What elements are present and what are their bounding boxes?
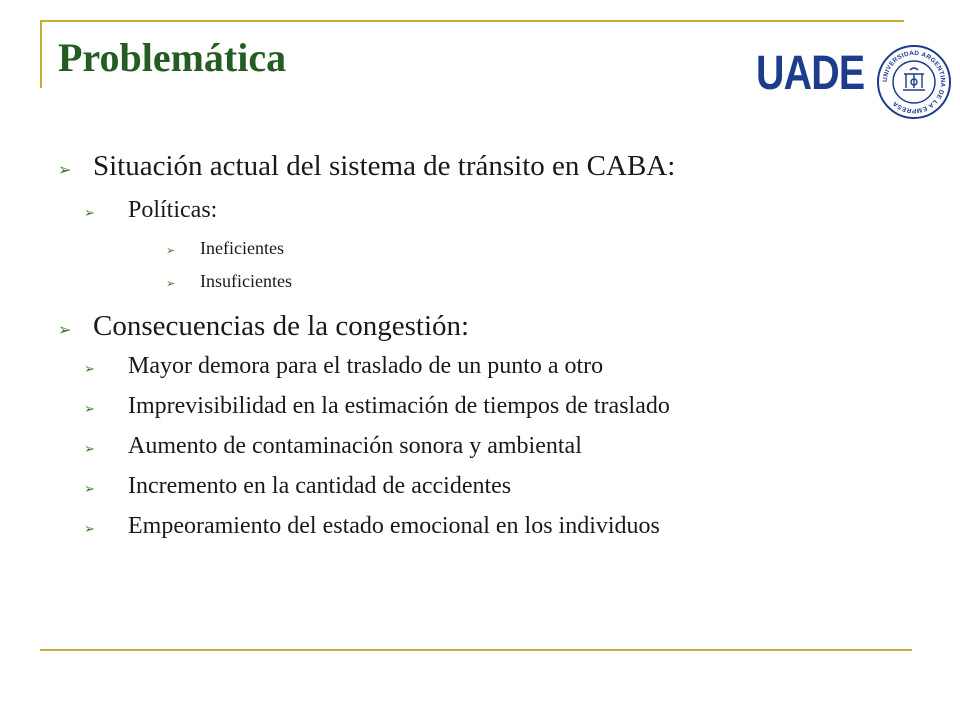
bullet-list [58,150,920,540]
top-rule [40,20,904,22]
bullet-consecuencia-5: ➢ Empeoramiento del estado emocional en los individuos [84,513,660,539]
bullet-ineficientes: ➢ Ineficientes [166,238,284,258]
bullet-situacion: ➢ Situación actual del sistema de tránsito en CABA: [58,150,676,182]
arrow-right-bullet-icon: ➢ [58,322,72,339]
arrow-right-bullet-icon: ➢ [166,278,176,290]
bottom-rule [40,649,912,651]
arrow-right-bullet-icon: ➢ [58,162,72,179]
logo-wordmark: UADE [756,47,865,100]
bullet-consecuencia-3: ➢ Aumento de contaminación sonora y ambiental [84,433,582,459]
bullet-consecuencia-1: ➢ Mayor demora para el traslado de un punto a otro [84,353,604,379]
seal-text: UNIVERSIDAD ARGENTINA DE LA EMPRESA [881,49,947,115]
uade-logo [756,44,952,120]
arrow-right-bullet-icon: ➢ [166,245,176,257]
arrow-right-bullet-icon: ➢ [84,481,95,496]
arrow-right-bullet-icon: ➢ [84,361,95,376]
slide-title: Problemática [58,35,287,80]
arrow-right-bullet-icon: ➢ [84,521,95,536]
bullet-consecuencia-4: ➢ Incremento en la cantidad de accidentes [84,473,512,499]
university-seal-icon [876,44,952,120]
bullet-insuficientes: ➢ Insuficientes [166,271,292,291]
bullet-consecuencia-2: ➢ Imprevisibilidad en la estimación de tiempos de traslado [84,393,670,419]
arrow-right-bullet-icon: ➢ [84,205,95,220]
arrow-right-bullet-icon: ➢ [84,401,95,416]
left-rule [40,20,42,88]
bullet-consecuencias: ➢ Consecuencias de la congestión: [58,310,470,342]
arrow-right-bullet-icon: ➢ [84,441,95,456]
bullet-politicas: ➢ Políticas: [84,197,218,223]
